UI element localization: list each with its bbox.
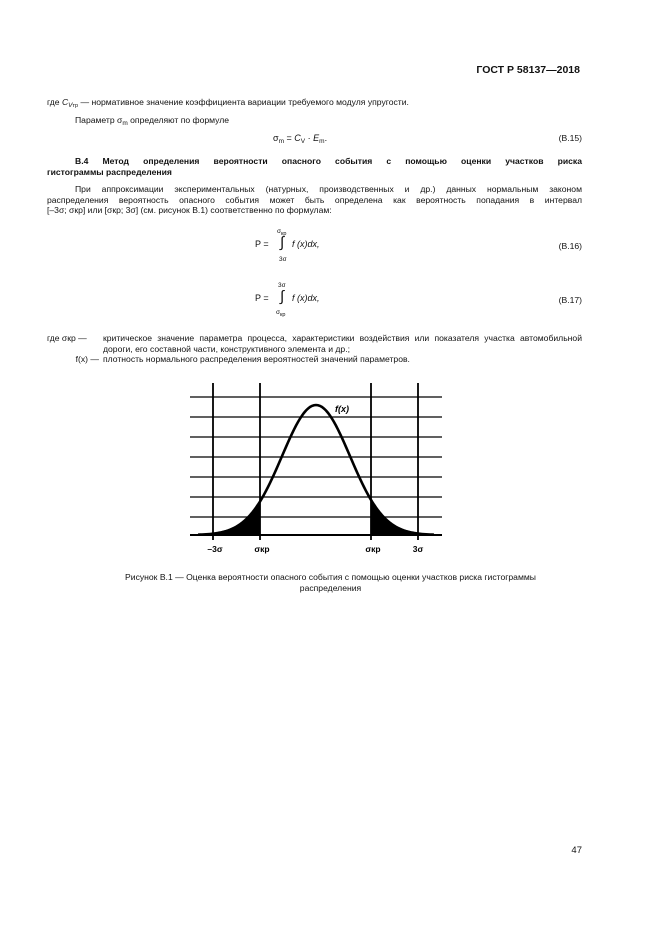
- formula-b16-lower-limit: 3σ: [279, 256, 287, 263]
- figure-caption: Рисунок В.1 — Оценка вероятности опасного события с помощью оценки участков риска гистограммы распределения: [125, 572, 536, 593]
- integral-sign: ∫: [280, 288, 285, 305]
- x-label-sigma-cr-left: σкр: [254, 544, 270, 554]
- x-label-sigma-cr-right: σкр: [365, 544, 381, 554]
- normal-distribution-figure: [180, 378, 450, 563]
- formula-b17-lower-limit: $\sigma_{кр}$: [276, 309, 286, 318]
- standard-header: ГОСТ Р 58137—2018: [476, 64, 580, 76]
- equation-number-b15: (В.15): [558, 133, 582, 143]
- formula-b16-upper-limit: $\sigma_{кр}$: [277, 228, 287, 237]
- x-label-minus-3sigma: –3σ: [207, 544, 223, 554]
- histogram-gridlines: [190, 397, 442, 535]
- section-heading: В.4 Метод определения вероятности опасного события с помощью оценки участков риска гистограммы распределения: [47, 156, 582, 177]
- definition-description: критическое значение параметра процесса, характеристики воздействия или показателя участка автомобильной дороги, его составной части, конструктивного элемента и др.;: [103, 333, 582, 354]
- definition-term: где σкр —: [47, 333, 87, 343]
- formula-b16-integrand: f (x)dx,: [292, 239, 320, 249]
- integral-sign: ∫: [280, 234, 285, 251]
- formula-b15: $\sigma_m = C_V \cdot E_m$.: [273, 133, 328, 145]
- x-label-3sigma: 3σ: [412, 544, 424, 554]
- definition-row: [47, 354, 582, 365]
- equation-number-b16: (В.16): [558, 241, 582, 251]
- definition-description: плотность нормального распределения вероятностей значений параметров.: [103, 354, 410, 365]
- formula-b16-lhs: P =: [255, 239, 269, 249]
- definition-row: [47, 333, 582, 354]
- approximation-paragraph: При аппроксимации экспериментальных (натурных, производственных и др.) данных нормальным законом распределения вероятность опасного события может быть определена как вероятность попадания в интервал [–3σ; σкр] или [σкр; 3σ] (см. рисунок В.1) соответственно по формулам:: [47, 184, 582, 216]
- page-number: 47: [571, 845, 582, 856]
- formula-b17-upper-limit: 3σ: [278, 282, 286, 289]
- density-curve: [198, 405, 434, 535]
- definitions-list: [47, 333, 582, 365]
- definition-term: f(x) —: [75, 354, 99, 365]
- formula-b17-integrand: f (x)dx,: [292, 293, 320, 303]
- formula-b17-lhs: P =: [255, 293, 269, 303]
- variation-coefficient-definition: где $C_{Vтр}$ — нормативное значение коэффициента вариации требуемого модуля упругости.: [47, 97, 409, 109]
- equation-number-b17: (В.17): [558, 295, 582, 305]
- parameter-intro: Параметр $\sigma_m$ определяют по формуле: [75, 115, 230, 127]
- curve-label: f(x): [335, 404, 349, 414]
